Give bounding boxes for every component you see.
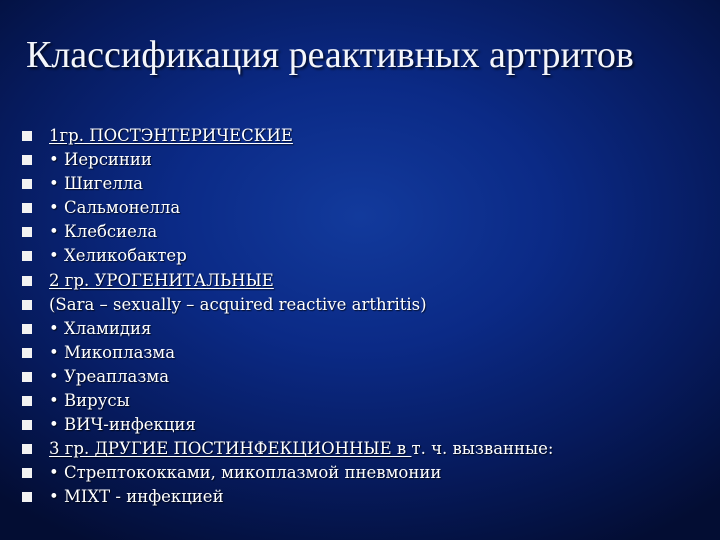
list-item-label: т. ч. вызванные:	[411, 439, 554, 459]
group-heading: 3 гр. ДРУГИЕ ПОСТИНФЕКЦИОННЫЕ в	[49, 439, 412, 459]
list-item-label: • Хеликобактер	[49, 246, 187, 266]
list-item	[22, 196, 712, 220]
square-bullet-icon	[22, 276, 32, 286]
square-bullet-icon	[22, 468, 32, 478]
list-item-text	[49, 244, 187, 268]
list-item-text	[49, 461, 441, 485]
list-item	[22, 413, 712, 437]
list-item-label: • Стрептококками, микоплазмой пневмонии	[49, 463, 442, 483]
square-bullet-icon	[22, 155, 32, 165]
bullet-list	[22, 124, 712, 510]
list-item	[22, 220, 712, 244]
list-item-text	[49, 365, 169, 389]
list-item-label: • Шигелла	[49, 174, 144, 194]
square-bullet-icon	[22, 131, 32, 141]
square-bullet-icon	[22, 179, 32, 189]
list-item	[22, 485, 712, 509]
list-item-text	[49, 317, 151, 341]
square-bullet-icon	[22, 324, 32, 334]
list-item-text	[49, 485, 224, 509]
square-bullet-icon	[22, 492, 32, 502]
list-item-label: • Вирусы	[49, 391, 130, 411]
square-bullet-icon	[22, 348, 32, 358]
list-item-text	[49, 413, 196, 437]
group-heading: 1гр. ПОСТЭНТЕРИЧЕСКИЕ	[49, 126, 293, 145]
list-item	[22, 124, 712, 148]
group-heading: 2 гр. УРОГЕНИТАЛЬНЫЕ	[49, 270, 274, 290]
list-item-text	[49, 172, 143, 196]
list-item-text	[49, 196, 180, 220]
list-item	[22, 341, 712, 365]
list-item-text	[49, 293, 427, 317]
list-item-label: • Сальмонелла	[49, 198, 181, 218]
list-item	[22, 389, 712, 413]
list-item	[22, 172, 712, 196]
list-item	[22, 437, 712, 461]
list-item-label: • Иерсинии	[49, 150, 152, 170]
list-item	[22, 461, 712, 485]
list-item	[22, 269, 712, 293]
list-item-label: • Микоплазма	[49, 342, 176, 362]
slide-title: Классификация реактивных артритов	[26, 34, 634, 76]
list-item	[22, 293, 712, 317]
list-item-text	[49, 437, 553, 461]
list-item-text	[49, 124, 293, 148]
list-item-text	[49, 389, 130, 413]
list-item-label: (Sara – sexually – acquired reactive arthritis)	[49, 294, 427, 314]
square-bullet-icon	[22, 444, 32, 454]
square-bullet-icon	[22, 203, 32, 213]
list-item	[22, 148, 712, 172]
square-bullet-icon	[22, 372, 32, 382]
list-item	[22, 244, 712, 268]
list-item-text	[49, 341, 175, 365]
list-item-text	[49, 148, 152, 172]
square-bullet-icon	[22, 251, 32, 261]
list-item	[22, 365, 712, 389]
list-item-label: • Хламидия	[49, 318, 152, 338]
list-item-label: • Уреаплазма	[49, 366, 170, 386]
list-item-label: • Клебсиела	[49, 222, 158, 242]
list-item-text	[49, 269, 274, 293]
list-item-label: • ВИЧ-инфекция	[49, 415, 196, 435]
list-item-label: • MIXT - инфекцией	[49, 487, 224, 507]
square-bullet-icon	[22, 227, 32, 237]
square-bullet-icon	[22, 300, 32, 310]
list-item-text	[49, 220, 157, 244]
square-bullet-icon	[22, 396, 32, 406]
square-bullet-icon	[22, 420, 32, 430]
list-item	[22, 317, 712, 341]
